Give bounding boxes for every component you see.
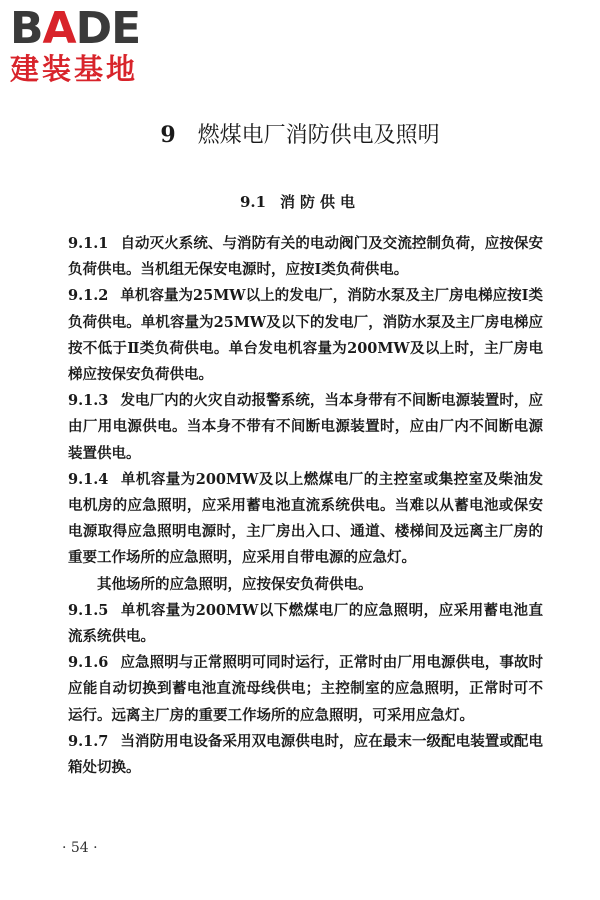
- section-number: 9.1: [239, 193, 267, 211]
- clause-9-1-6: 9.1.6 应急照明与正常照明可同时运行，正常时由厂用电源供电，事故时应能自动切换到蓄电池直流母线供电；主控制室的应急照明，正常时可不运行。远离主厂房的重要工作场所的应急照明，可采用应急灯。: [68, 654, 543, 724]
- chapter-number: 9: [160, 122, 176, 148]
- section-heading: [0, 191, 600, 213]
- clause-9-1-1: 9.1.1 自动灭火系统、与消防有关的电动阀门及交流控制负荷，应按保安负荷供电。当机组无保安电源时，应按Ⅰ类负荷供电。: [68, 235, 543, 279]
- page-number: · 54 ·: [62, 840, 98, 856]
- logo: [10, 3, 180, 86]
- clause-9-1-3: 9.1.3 发电厂内的火灾自动报警系统，当本身带有不间断电源装置时，应由厂用电源供电。当本身不带有不间断电源装置时，应由厂内不间断电源装置供电。: [68, 392, 543, 462]
- clause-9-1-7: 9.1.7 当消防用电设备采用双电源供电时，应在最末一级配电装置或配电箱处切换。: [68, 732, 543, 777]
- logo-subtitle: 建装基地: [10, 52, 139, 86]
- clause-9-1-4-continued: 其他场所的应急照明，应按保安负荷供电。: [97, 575, 373, 593]
- chapter-title: 燃煤电厂消防供电及照明: [197, 123, 440, 148]
- clause-9-1-4: 9.1.4 单机容量为200MW及以上燃煤电厂的主控室或集控室及柴油发电机房的应急照明，应采用蓄电池直流系统供电。当难以从蓄电池或保安电源取得应急照明电源时，主厂房出入口、通道、楼梯间及远离主厂房的重要工作场所的应急照明，应采用自带电源的应急灯。: [68, 470, 543, 567]
- body-text: [68, 231, 543, 781]
- section-title: 消防供电: [280, 193, 361, 211]
- clause-9-1-2: 9.1.2 单机容量为25MW以上的发电厂，消防水泵及主厂房电梯应按Ⅰ类负荷供电。单机容量为25MW及以下的发电厂，消防水泵及主厂房电梯应按不低于Ⅱ类负荷供电。单台发电机容量为200MW及以上时，主厂房电梯应按保安负荷供电。: [68, 287, 543, 384]
- chapter-heading: [0, 120, 600, 151]
- logo-wordmark: BADE: [10, 3, 141, 54]
- clause-9-1-5: 9.1.5 单机容量为200MW以下燃煤电厂的应急照明，应采用蓄电池直流系统供电。: [68, 601, 543, 646]
